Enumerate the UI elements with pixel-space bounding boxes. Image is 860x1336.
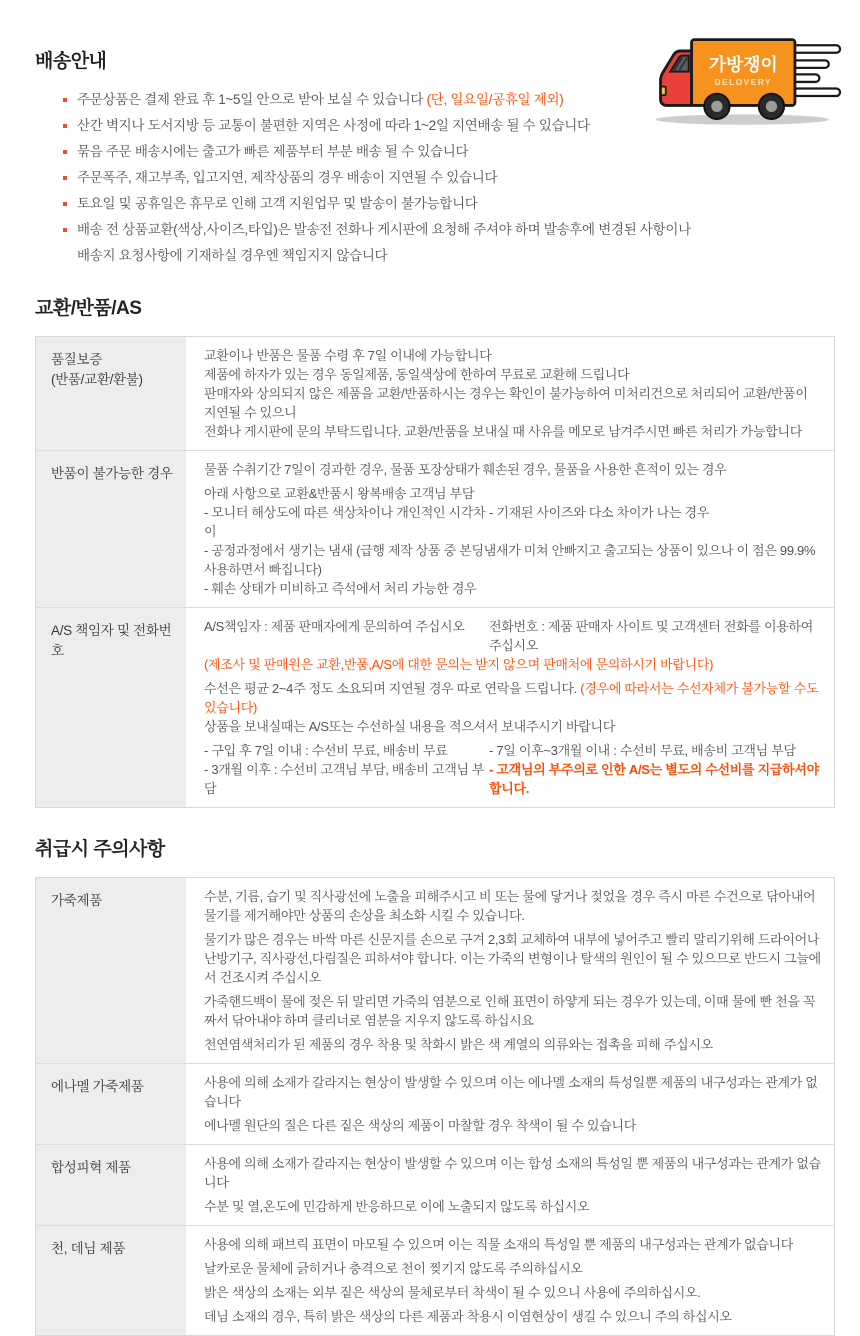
row-label: 가죽제품 <box>36 878 186 1063</box>
content-line: - 3개월 이후 : 수선비 고객님 부담, 배송비 고객님 부담 - 고객님의 부주의로 인한 A/S는 별도의 수선비를 지급하셔야 합니다. <box>204 760 822 798</box>
content-paragraph: 날카로운 물체에 긁히거나 충격으로 천이 찢기지 않도록 주의하십시오 <box>204 1261 583 1276</box>
content-line: - 모니터 해상도에 따른 색상차이나 개인적인 시각차이 - 기재된 사이즈와 다소 차이가 나는 경우 <box>204 505 710 539</box>
table-row-synthetic <box>36 1144 834 1225</box>
content-paragraph: 수분, 기름, 습기 및 직사광선에 노출을 피해주시고 비 또는 물에 닿거나 젖었을 경우 즉시 마른 수건으로 닦아내어 물기를 제거해야만 상품의 손상을 최소화 시킬 수 있습니다. <box>204 889 816 923</box>
care-title: 취급시 주의사항 <box>35 839 165 860</box>
care-section <box>35 834 830 1336</box>
row-content <box>186 1064 834 1144</box>
table-row-no-return <box>36 450 834 607</box>
truck-shadow <box>656 114 829 124</box>
item-text: 주문폭주, 재고부족, 입고지연, 제작상품의 경우 배송이 지연될 수 있습니다 <box>77 170 498 185</box>
row-label: 천, 데님 제품 <box>36 1226 186 1335</box>
row-label: 에나멜 가죽제품 <box>36 1064 186 1144</box>
row-content <box>186 1145 834 1225</box>
truck-svg <box>648 34 846 128</box>
highlight-text: (단, 일요일/공휴일 제외) <box>426 92 564 107</box>
content-paragraph: 사용에 의해 패브릭 표면이 마모될 수 있으며 이는 직물 소재의 특성일 뿐 제품의 내구성과는 관계가 없습니다 <box>204 1237 794 1252</box>
row-content <box>186 608 834 807</box>
row-label: A/S 책임자 및 전화번호 <box>36 608 186 807</box>
list-item <box>63 217 830 269</box>
content-line: - 구입 후 7일 이내 : 수선비 무료, 배송비 무료 - 7일 이후~3개월 이내 : 수선비 무료, 배송비 고객님 부담 <box>204 743 796 758</box>
content-line: A/S책임자 : 제품 판매자에게 문의하여 주십시오 전화번호 : 제품 판매자 사이트 및 고객센터 전화를 이용하여 주십시오 <box>204 619 813 653</box>
content-paragraph: 가죽핸드백이 물에 젖은 뒤 말리면 가죽의 염분으로 인해 표면이 하얗게 되는 경우가 있는데, 이때 물에 빤 천을 꼭 짜서 닦아내야 하며 클리너로 염분을 지우지 않도록 하십시요 <box>204 994 816 1028</box>
table-row-fabric <box>36 1225 834 1335</box>
content-line: 물품 수취기간 7일이 경과한 경우, 물품 포장상태가 훼손된 경우, 물품을 사용한 흔적이 있는 경우 <box>204 462 727 477</box>
delivery-truck-icon <box>648 34 846 130</box>
content-line: 상품을 보내실때는 A/S또는 수선하실 내용을 적으셔서 보내주시기 바랍니다 <box>204 719 615 734</box>
table-row-enamel <box>36 1063 834 1144</box>
row-label: 반품이 불가능한 경우 <box>36 451 186 607</box>
exchange-section <box>35 293 830 808</box>
content-paragraph: 수분 및 열,온도에 민감하게 반응하므로 이에 노출되지 않도록 하십시오 <box>204 1199 590 1214</box>
content-line: 아래 사항으로 교환&반품시 왕복배송 고객님 부담 <box>204 486 475 501</box>
content-paragraph: 에나멜 원단의 질은 다른 짙은 색상의 제품이 마찰할 경우 착색이 될 수 있습니다 <box>204 1118 636 1133</box>
content-line: - 공정과정에서 생기는 냄새 (급행 제작 상품 중 본딩냄새가 미쳐 안빠지고 출고되는 상품이 있으나 이 점은 99.9% 사용하면서 빠집니다) <box>204 543 816 577</box>
content-paragraph: 밝은 색상의 소재는 외부 짙은 색상의 물체로부터 착색이 될 수 있으니 사용에 주의하십시오. <box>204 1285 701 1300</box>
row-content <box>186 878 834 1063</box>
exchange-title: 교환/반품/AS <box>35 298 142 319</box>
bullet-icon <box>63 98 67 102</box>
content-paragraph: 천연염색처리가 된 제품의 경우 착용 및 착화시 밝은 색 계열의 의류와는 접촉을 피해 주십시오 <box>204 1037 713 1052</box>
bullet-icon <box>63 176 67 180</box>
bullet-icon <box>63 124 67 128</box>
content-line: 수선은 평균 2~4주 정도 소요되며 지연될 경우 따로 연락을 드립니다. (경우에 따라서는 수선자체가 불가능할 수도 있습니다) <box>204 681 819 715</box>
bullet-icon <box>63 228 67 232</box>
item-text: 묶음 주문 배송시에는 출고가 빠른 제품부터 부분 배송 될 수 있습니다 <box>77 144 469 159</box>
row-content <box>186 451 834 607</box>
content-paragraph: 물기가 많은 경우는 바싹 마른 신문지를 손으로 구겨 2,3회 교체하여 내부에 넣어주고 빨리 말리기위해 드라이어나 난방기구, 직사광선,다림질은 피하셔야 합니다. 이는 가죽의 변형이나 탈색의 원인이 될 수 있으므로 반드시 그늘에서 건조시켜 주십시오 <box>204 932 821 985</box>
truck-brand-text: 가방쟁이 <box>708 54 778 75</box>
item-text: 토요일 및 공휴일은 휴무로 인해 고객 지원업무 및 발송이 불가능합니다 <box>77 196 478 211</box>
bullet-icon <box>63 202 67 206</box>
red-note: (경우에 따라서는 수선자체가 불가능할 수도 있습니다) <box>204 681 819 715</box>
row-label: 품질보증 (반품/교환/환불) <box>36 337 186 450</box>
item-text: 주문상품은 결제 완료 후 1~5일 안으로 받아 보실 수 있습니다 (단, 일요일/공휴일 제외) <box>77 92 564 107</box>
list-item <box>63 191 830 217</box>
row-content <box>186 337 834 450</box>
content-paragraph: 사용에 의해 소재가 갈라지는 현상이 발생할 수 있으며 이는 에나멜 소재의 특성일뿐 제품의 내구성과는 관계가 없습니다 <box>204 1075 818 1109</box>
table-row-quality <box>36 337 834 450</box>
care-table <box>35 877 835 1336</box>
row-content <box>186 1226 834 1335</box>
red-note: - 고객님의 부주의로 인한 A/S는 별도의 수선비를 지급하셔야 합니다. <box>489 762 819 796</box>
headlight <box>661 87 666 95</box>
content-paragraph: 데님 소재의 경우, 특히 밝은 색상의 다른 제품과 착용시 이염현상이 생길 수 있으니 주의 하십시오 <box>204 1309 732 1324</box>
item-text: 산간 벽지나 도서지방 등 교통이 불편한 지역은 사정에 따라 1~2일 지연배송 될 수 있습니다 <box>77 118 590 133</box>
exchange-table <box>35 336 835 808</box>
shipping-title: 배송안내 <box>35 51 107 72</box>
content-line: - 훼손 상태가 미비하고 즉석에서 처리 가능한 경우 <box>204 581 477 596</box>
content-line: 제품에 하자가 있는 경우 동일제품, 동일색상에 한하여 무료로 교환해 드립니다 <box>204 367 630 382</box>
table-row-as <box>36 607 834 807</box>
table-row-leather <box>36 878 834 1063</box>
content-line: 전화나 게시판에 문의 부탁드립니다. 교환/반품을 보내실 때 사유를 메모로 남겨주시면 빠른 처리가 가능합니다 <box>204 424 802 439</box>
list-item <box>63 165 830 191</box>
row-label: 합성피혁 제품 <box>36 1145 186 1225</box>
item-text: 배송 전 상품교환(색상,사이즈,타입)은 발송전 전화나 게시판에 요청해 주셔야 하며 발송후에 변경된 사항이나 배송지 요청사항에 기재하실 경우엔 책임지지 않습니다 <box>77 222 691 263</box>
content-line: 판매자와 상의되지 않은 제품을 교환/반품하시는 경우는 확인이 불가능하여 미처리건으로 처리되어 교환/반품이 지연될 수 있으니 <box>204 386 808 420</box>
truck-delivery-text: DELOVERY <box>714 76 772 87</box>
content-paragraph: 사용에 의해 소재가 갈라지는 현상이 발생할 수 있으며 이는 합성 소재의 특성일 뿐 제품의 내구성과는 관계가 없습니다 <box>204 1156 821 1190</box>
content-line: 교환이나 반품은 물품 수령 후 7일 이내에 가능합니다 <box>204 348 492 363</box>
list-item <box>63 139 830 165</box>
red-note: (제조사 및 판매원은 교환,반품,A/S에 대한 문의는 받지 않으며 판매처에 문의하시기 바랍니다) <box>204 657 714 672</box>
bullet-icon <box>63 150 67 154</box>
